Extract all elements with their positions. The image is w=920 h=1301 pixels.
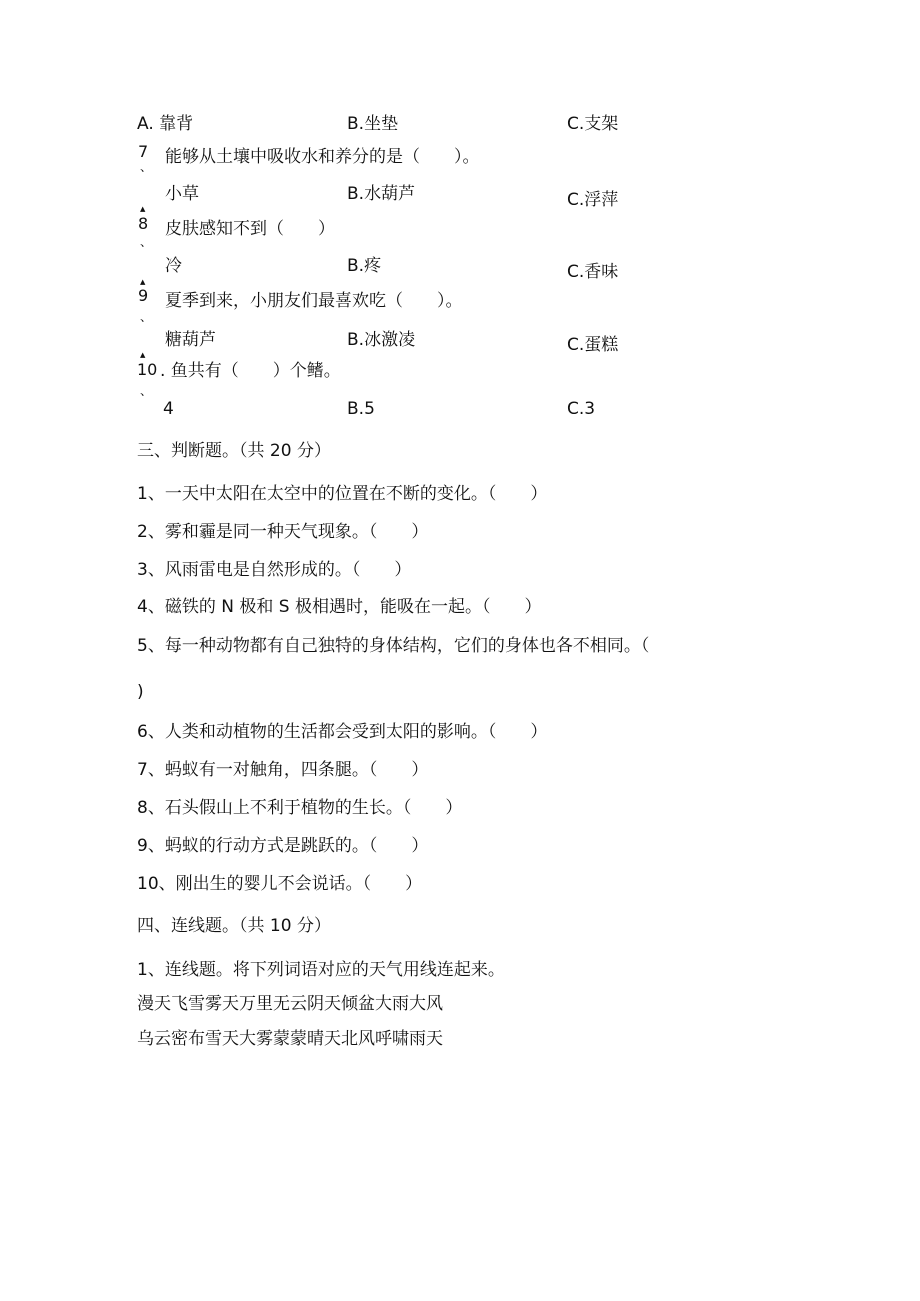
q8-option-c: C.香味: [567, 262, 619, 282]
q8-arrow-marker: ▲: [140, 278, 146, 286]
matching-row-2: 乌云密布雪天大雾蒙蒙晴天北风呼啸雨天: [137, 1029, 443, 1049]
judge-item-4: 4、磁铁的 N 极和 S 极相遇时，能吸在一起。（ ）: [137, 597, 542, 617]
q7-arrow-marker: ▲: [140, 205, 146, 213]
q9-number: 9: [138, 286, 149, 305]
q6-option-a: A. 靠背: [137, 114, 194, 134]
q9-mark: 、: [140, 310, 153, 324]
judge-item-8: 8、石头假山上不利于植物的生长。（ ）: [137, 798, 463, 818]
q10-number: 10: [137, 360, 158, 379]
q9-option-b: B.冰激凌: [347, 330, 416, 350]
q6-option-b: B.坐垫: [347, 114, 399, 134]
judge-item-5-close: ): [137, 682, 144, 702]
q10-mark: 、: [140, 384, 153, 398]
q7-mark: 、: [140, 160, 153, 174]
judge-item-3: 3、风雨雷电是自然形成的。（ ）: [137, 560, 412, 580]
q9-option-c: C.蛋糕: [567, 335, 619, 355]
q6-option-c: C.支架: [567, 114, 619, 134]
q9-question: 夏季到来，小朋友们最喜欢吃（ ）。: [165, 291, 463, 311]
q7-question: 能够从土壤中吸收水和养分的是（ ）。: [165, 147, 480, 167]
q7-number: 7: [138, 142, 149, 161]
q9-arrow-marker: ▲: [140, 351, 146, 359]
q8-option-b: B.疼: [347, 256, 382, 276]
section3-title: 三、判断题。（共 20 分）: [137, 441, 331, 461]
q10-option-a: 4: [163, 399, 174, 419]
q10-option-b: B.5: [347, 399, 375, 419]
q10-question: . 鱼共有（ ）个鳍。: [160, 361, 341, 381]
judge-item-5: 5、每一种动物都有自己独特的身体结构，它们的身体也各不相同。（: [137, 636, 650, 656]
q7-option-c: C.浮萍: [567, 190, 619, 210]
section4-title: 四、连线题。（共 10 分）: [137, 916, 331, 936]
judge-item-10: 10、刚出生的婴儿不会说话。（ ）: [137, 874, 423, 894]
q8-option-a: 冷: [165, 256, 182, 276]
judge-item-2: 2、雾和霾是同一种天气现象。（ ）: [137, 522, 429, 542]
q9-option-a: 糖葫芦: [165, 330, 216, 350]
q8-number: 8: [138, 214, 149, 233]
q7-option-a: 小草: [165, 184, 199, 204]
q8-question: 皮肤感知不到（ ）: [165, 219, 335, 239]
matching-instruction: 1、连线题。将下列词语对应的天气用线连起来。: [137, 960, 505, 980]
q10-option-c: C.3: [567, 399, 596, 419]
q8-mark: 、: [140, 235, 153, 249]
judge-item-9: 9、蚂蚁的行动方式是跳跃的。（ ）: [137, 836, 429, 856]
judge-item-1: 1、一天中太阳在太空中的位置在不断的变化。（ ）: [137, 484, 548, 504]
judge-item-7: 7、蚂蚁有一对触角，四条腿。（ ）: [137, 760, 429, 780]
judge-item-6: 6、人类和动植物的生活都会受到太阳的影响。（ ）: [137, 722, 548, 742]
matching-row-1: 漫天飞雪雾天万里无云阴天倾盆大雨大风: [137, 994, 443, 1014]
q7-option-b: B.水葫芦: [347, 184, 416, 204]
